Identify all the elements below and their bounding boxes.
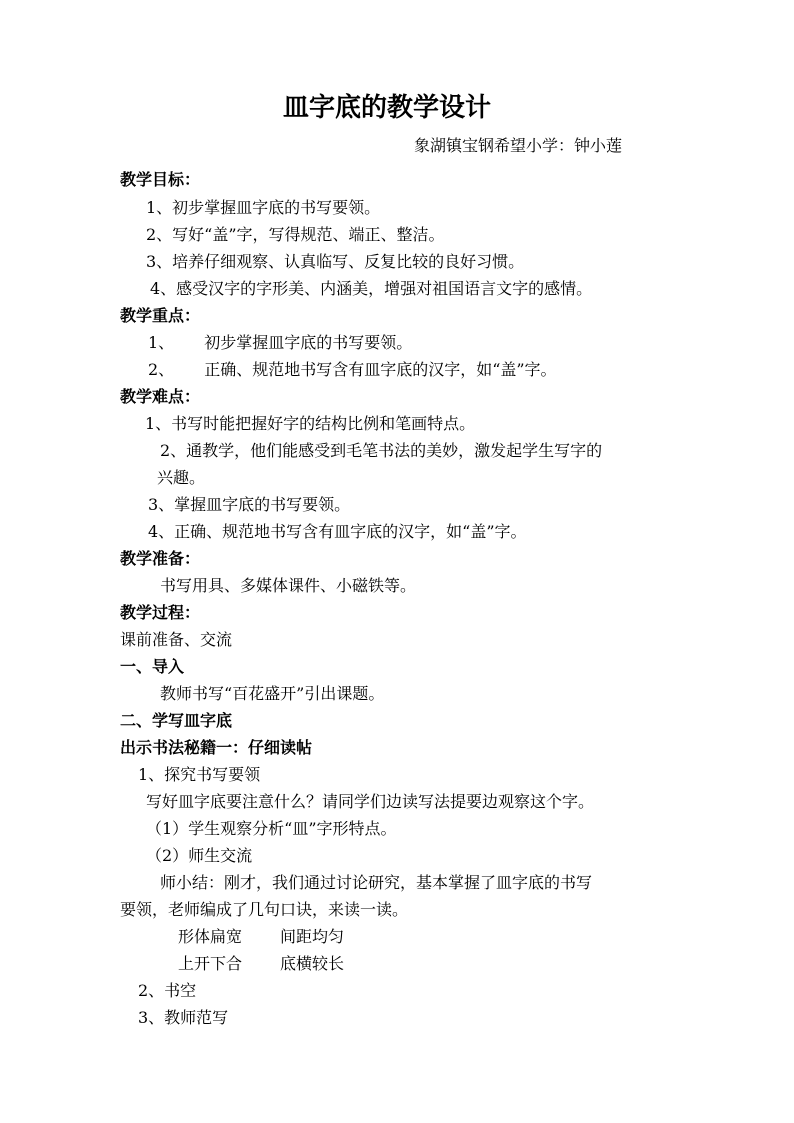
- page-title: 皿字底的教学设计: [283, 93, 492, 123]
- difficulty-item: 2、通教学，他们能感受到毛笔书法的美妙，激发起学生写字的: [160, 441, 603, 460]
- sub-step: （2）师生交流: [146, 846, 253, 865]
- objective-item: 2、写好“盖”字，写得规范、端正、整洁。: [146, 225, 445, 244]
- key-point-number: 1、: [148, 333, 175, 352]
- preparation-text: 书写用具、多媒体课件、小磁铁等。: [160, 576, 417, 595]
- summary-line: 要领，老师编成了几句口诀，来读一读。: [120, 900, 409, 919]
- section-heading: 一、导入: [120, 657, 185, 676]
- objective-item: 3、培养仔细观察、认真临写、反复比较的良好习惯。: [146, 252, 525, 271]
- section-text: 教师书写“百花盛开”引出课题。: [160, 684, 385, 703]
- difficulty-item: 4、正确、规范地书写含有皿字底的汉字，如“盖”字。: [148, 522, 527, 541]
- process-heading: 教学过程：: [120, 603, 201, 622]
- rhyme-phrase: 形体扁宽: [178, 927, 243, 946]
- step-line: 1、探究书写要领: [138, 765, 261, 784]
- step-line: 2、书空: [138, 981, 197, 1000]
- rhyme-phrase: 上开下合: [178, 954, 243, 973]
- difficulties-heading: 教学难点：: [120, 387, 201, 406]
- rhyme-line: [178, 954, 344, 974]
- pre-class-line: 课前准备、交流: [120, 630, 233, 649]
- step-line: 3、教师范写: [138, 1008, 229, 1027]
- objective-item: 1、初步掌握皿字底的书写要领。: [146, 198, 381, 217]
- summary-line: 师小结：刚才，我们通过讨论研究，基本掌握了皿字底的书写: [160, 873, 593, 892]
- rhyme-phrase: 底横较长: [280, 954, 345, 973]
- objectives-heading: 教学目标：: [120, 170, 201, 189]
- secret-heading: 出示书法秘籍一：仔细读帖: [120, 738, 313, 757]
- key-point-item: [148, 360, 557, 380]
- key-point-item: [148, 333, 412, 353]
- key-point-text: 正确、规范地书写含有皿字底的汉字，如“盖”字。: [204, 360, 557, 379]
- difficulty-item-continuation: 兴趣。: [157, 468, 206, 487]
- difficulty-item: 3、掌握皿字底的书写要领。: [148, 495, 351, 514]
- preparation-heading: 教学准备：: [120, 549, 201, 568]
- key-point-text: 初步掌握皿字底的书写要领。: [204, 333, 413, 352]
- author-line: 象湖镇宝钢希望小学：钟小莲: [414, 136, 623, 155]
- rhyme-phrase: 间距均匀: [280, 927, 345, 946]
- key-point-number: 2、: [148, 360, 175, 379]
- step-intro: 写好皿字底要注意什么？请同学们边读写法提要边观察这个字。: [146, 792, 595, 811]
- section-heading: 二、学写皿字底: [120, 711, 233, 730]
- key-points-heading: 教学重点：: [120, 306, 201, 325]
- difficulty-item: 1、书写时能把握好字的结构比例和笔画特点。: [145, 414, 476, 433]
- sub-step: （1）学生观察分析“皿”字形特点。: [146, 819, 397, 838]
- rhyme-line: [178, 927, 344, 947]
- objective-item: 4、感受汉字的字形美、内涵美，增强对祖国语言文字的感情。: [150, 279, 593, 298]
